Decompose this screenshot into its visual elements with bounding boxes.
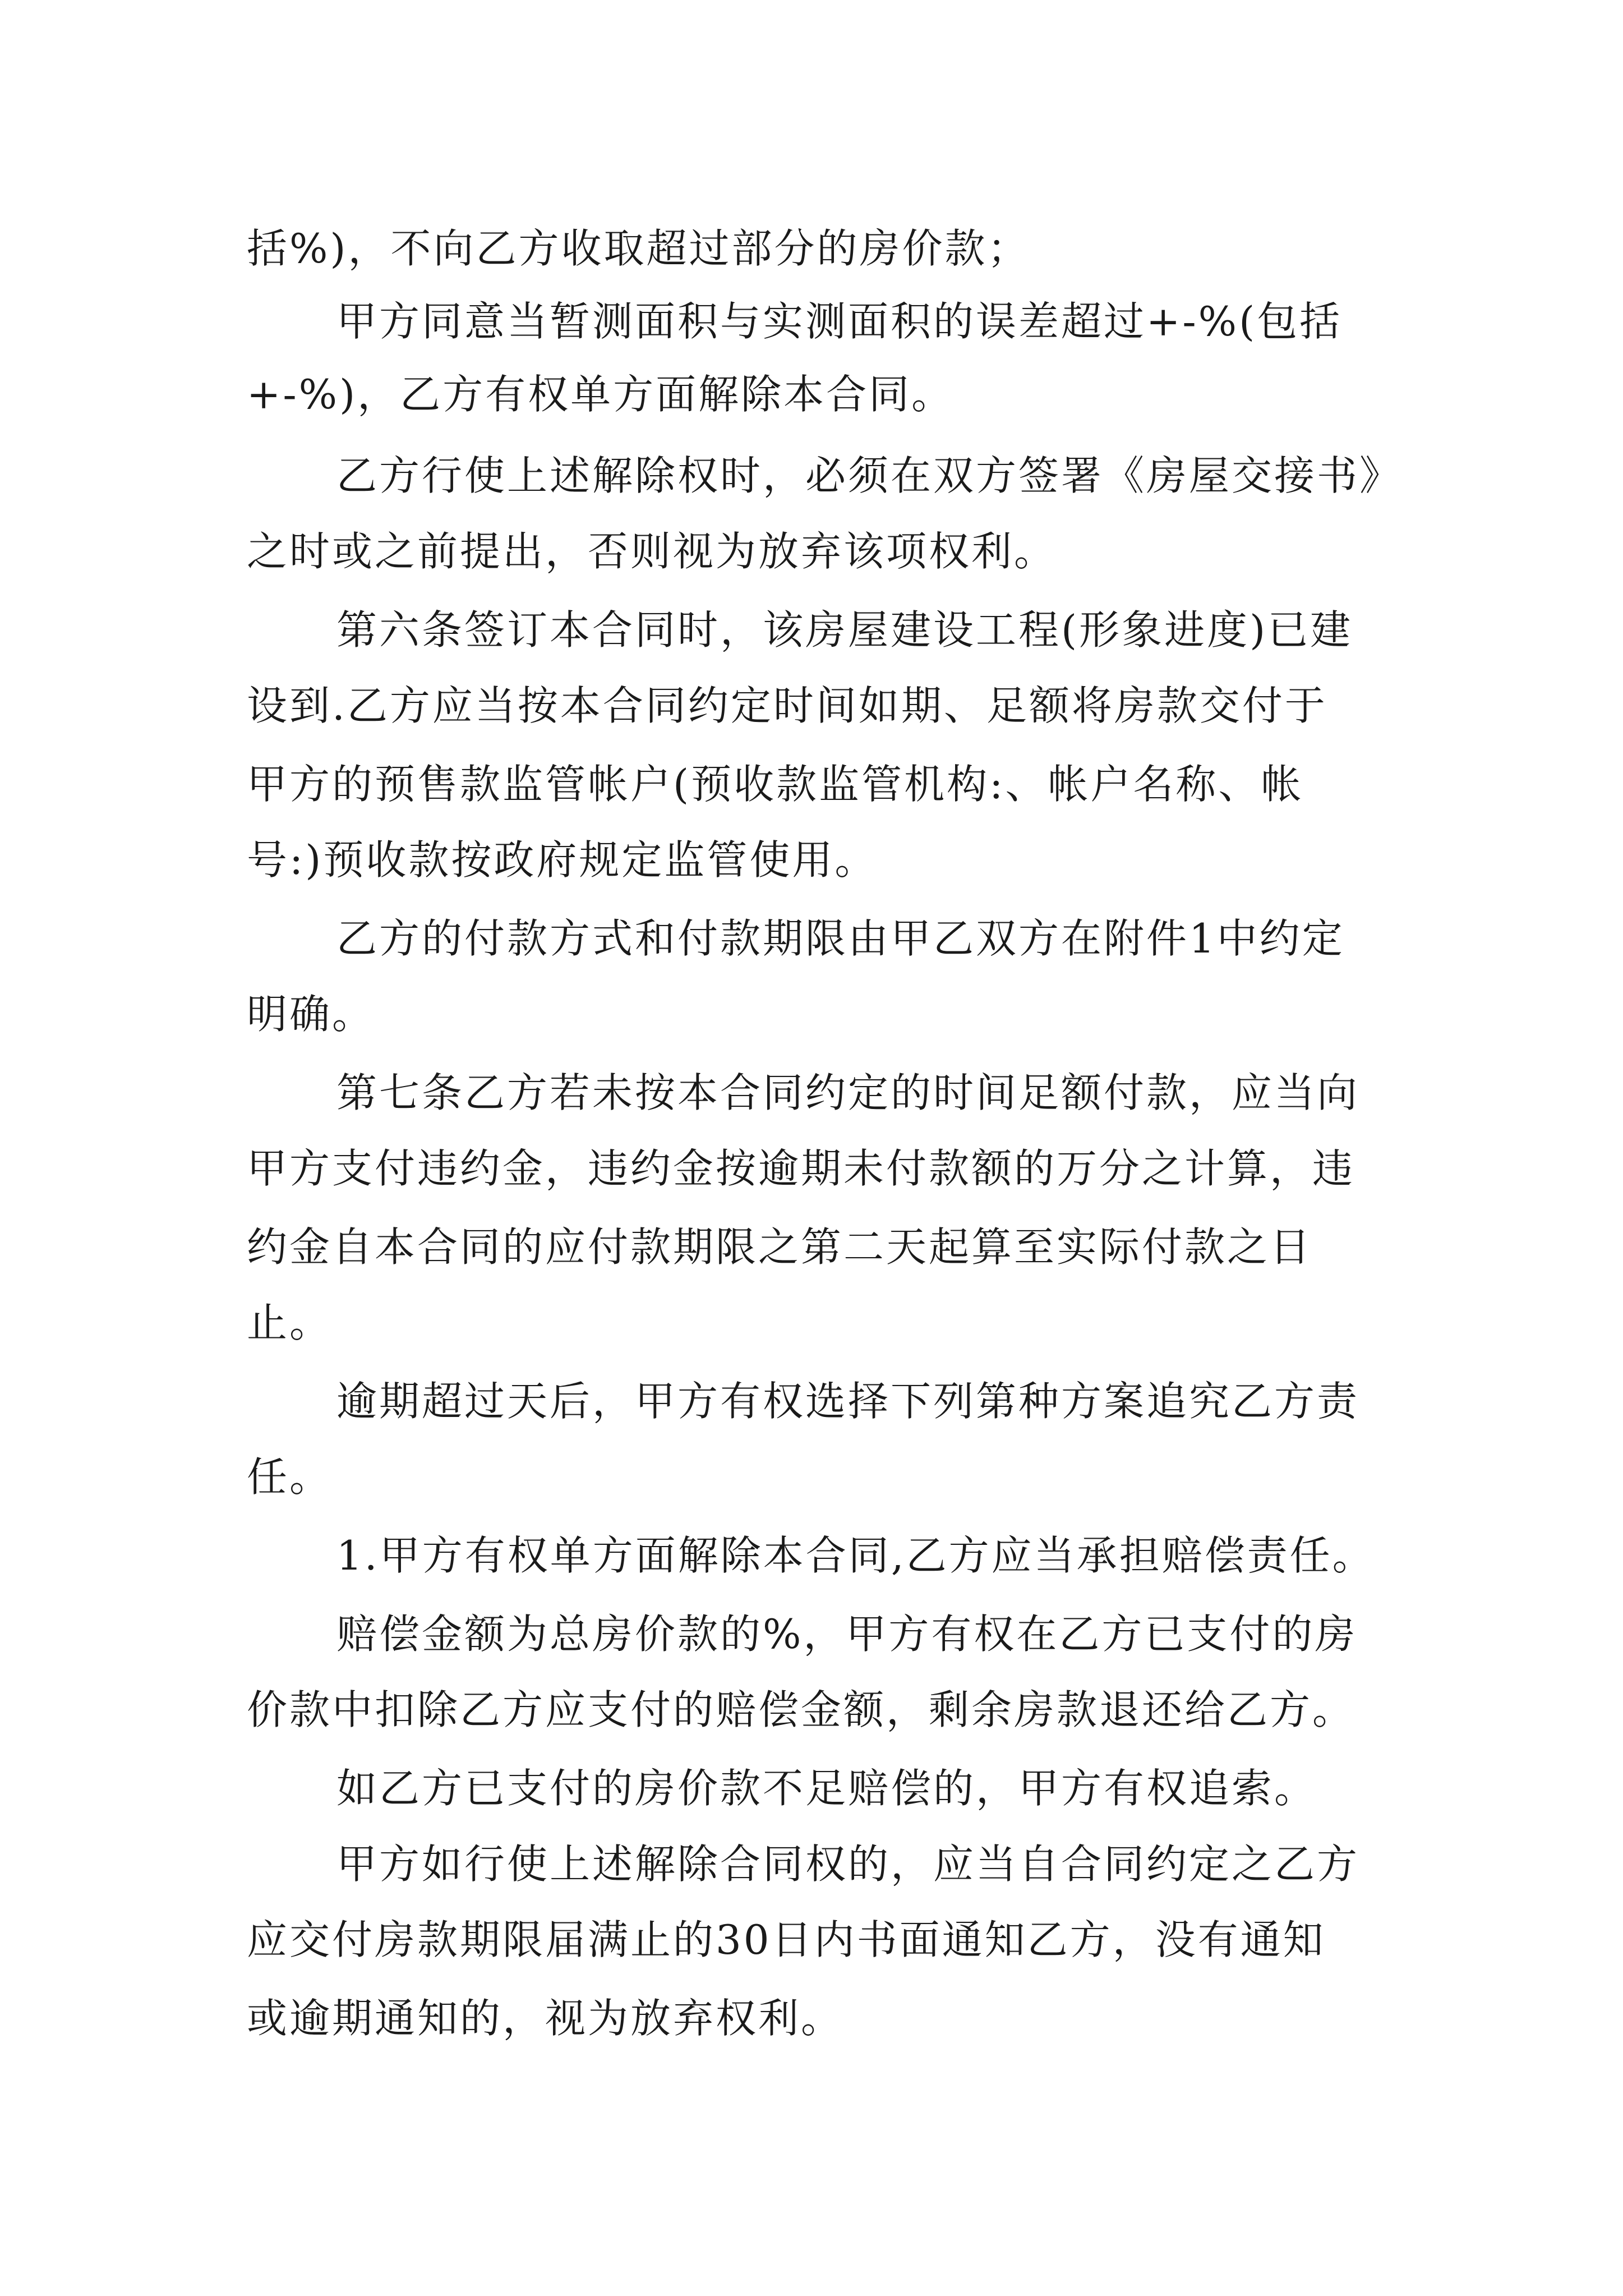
- text-line-8: 甲方的预售款监管帐户(预收款监管机构:、帐户名称、帐: [247, 761, 1304, 808]
- text-line-2: 甲方同意当暂测面积与实测面积的误差超过+-%(包括: [336, 298, 1343, 345]
- text-line-17: 任。: [247, 1453, 333, 1501]
- text-line-4: 乙方行使上述解除权时，必须在双方签署《房屋交接书》: [336, 452, 1403, 499]
- text-line-23: 应交付房款期限届满止的30日内书面通知乙方，没有通知: [247, 1916, 1326, 1963]
- text-line-5: 之时或之前提出，否则视为放弃该项权利。: [247, 528, 1057, 575]
- text-line-24: 或逾期通知的，视为放弃权利。: [247, 1995, 844, 2042]
- text-line-12: 第七条乙方若未按本合同约定的时间足额付款，应当向: [336, 1069, 1360, 1116]
- text-line-7: 设到.乙方应当按本合同约定时间如期、足额将房款交付于: [247, 682, 1327, 729]
- text-line-6: 第六条签订本合同时，该房屋建设工程(形象进度)已建: [336, 606, 1353, 654]
- text-line-19: 赔偿金额为总房价款的%，甲方有权在乙方已支付的房: [336, 1611, 1358, 1658]
- text-line-15: 止。: [247, 1299, 333, 1346]
- text-line-21: 如乙方已支付的房价款不足赔偿的，甲方有权追索。: [336, 1765, 1317, 1812]
- text-line-20: 价款中扣除乙方应支付的赔偿金额，剩余房款退还给乙方。: [247, 1686, 1355, 1733]
- text-line-3: +-%)，乙方有权单方面解除本合同。: [247, 371, 955, 418]
- text-line-16: 逾期超过天后，甲方有权选择下列第种方案追究乙方责: [336, 1378, 1360, 1425]
- text-line-18: 1.甲方有权单方面解除本合同,乙方应当承担赔偿责任。: [336, 1532, 1375, 1579]
- text-line-9: 号:)预收款按政府规定监管使用。: [247, 836, 878, 884]
- text-line-13: 甲方支付违约金，违约金按逾期未付款额的万分之计算，违: [247, 1145, 1355, 1192]
- text-line-1: 括%)，不向乙方收取超过部分的房价款；: [247, 225, 1030, 272]
- text-line-11: 明确。: [247, 991, 375, 1038]
- text-line-22: 甲方如行使上述解除合同权的，应当自合同约定之乙方: [336, 1841, 1360, 1888]
- text-line-14: 约金自本合同的应付款期限之第二天起算至实际付款之日: [247, 1223, 1313, 1271]
- text-line-10: 乙方的付款方式和付款期限由甲乙双方在附件1中约定: [336, 915, 1345, 962]
